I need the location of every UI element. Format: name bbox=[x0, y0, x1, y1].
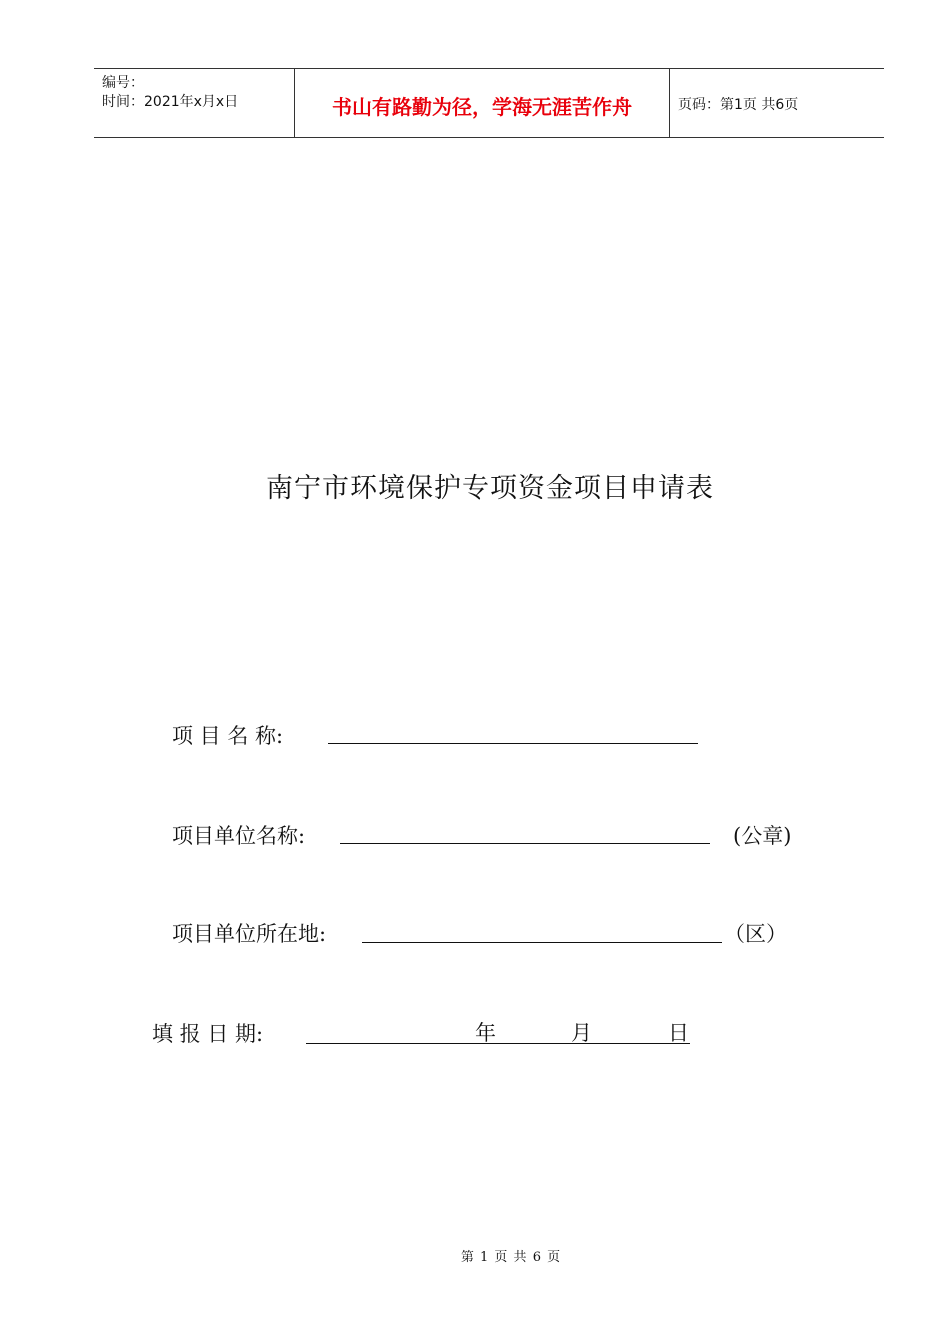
fill-date-field[interactable] bbox=[306, 1043, 690, 1044]
unit-name-seal-suffix: (公章) bbox=[733, 824, 792, 848]
project-name-label: 项 目 名 称: bbox=[172, 724, 284, 748]
unit-name-field[interactable] bbox=[340, 843, 710, 844]
fill-date-month: 月 bbox=[571, 1021, 592, 1045]
header-page-cell bbox=[669, 69, 884, 137]
unit-name-label: 项目单位名称: bbox=[172, 824, 306, 848]
fill-date-day: 日 bbox=[668, 1021, 689, 1045]
unit-location-label: 项目单位所在地: bbox=[172, 922, 327, 946]
header-meta-cell bbox=[94, 69, 294, 137]
page-footer: 第 1 页 共 6 页 bbox=[460, 1250, 562, 1265]
fill-date-year: 年 bbox=[475, 1021, 496, 1045]
fill-date-label: 填 报 日 期: bbox=[152, 1022, 264, 1046]
project-name-field[interactable] bbox=[328, 743, 698, 744]
header-page-label: 页码：第1页 共6页 bbox=[678, 97, 799, 113]
document-number-label: 编号： bbox=[102, 75, 144, 91]
page-title: 南宁市环境保护专项资金项目申请表 bbox=[266, 473, 714, 504]
document-time-label: 时间：2021年x月x日 bbox=[102, 94, 239, 110]
unit-location-field[interactable] bbox=[362, 942, 722, 943]
header-motto-cell bbox=[294, 69, 670, 137]
header-motto: 书山有路勤为径，学海无涯苦作舟 bbox=[332, 95, 632, 119]
unit-location-district-suffix: （区） bbox=[724, 922, 787, 946]
document-header bbox=[94, 68, 884, 138]
